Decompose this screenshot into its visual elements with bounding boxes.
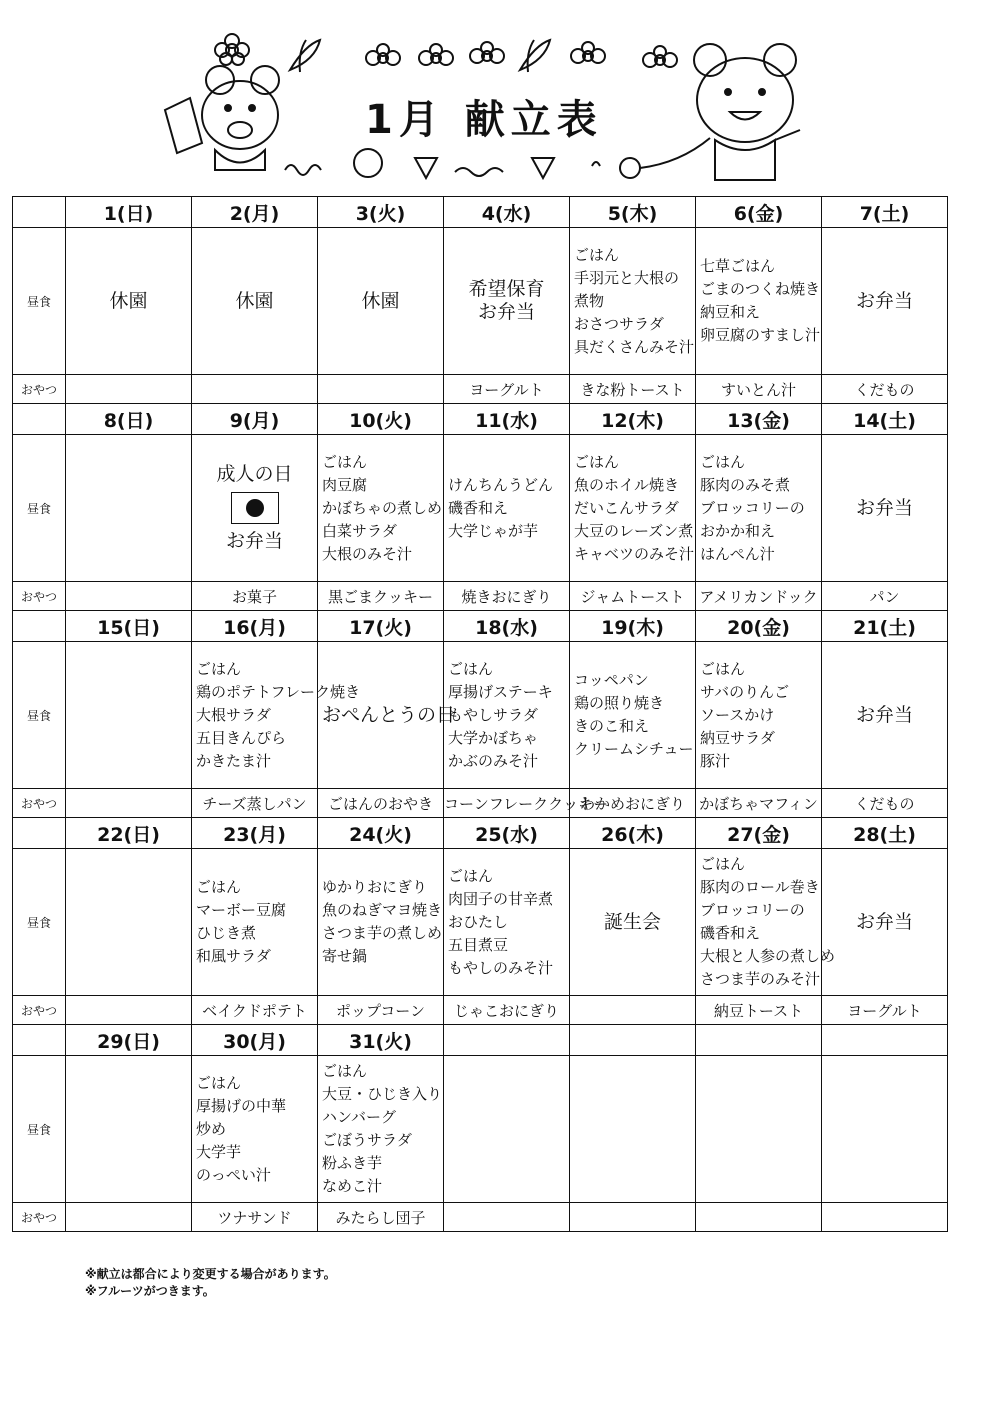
menu-item: 成人の日	[216, 463, 293, 485]
lunch-row	[13, 849, 948, 996]
lunch-cell	[444, 228, 570, 375]
menu-item: 誕生会	[603, 910, 661, 933]
snack-cell: コーンフレーククッキー	[444, 789, 570, 818]
lunch-cell	[444, 435, 570, 582]
flower-icon	[419, 44, 453, 65]
menu-item: 魚のねぎマヨ焼き	[322, 901, 443, 919]
menu-item: マーボー豆腐	[196, 901, 287, 919]
menu-item: お弁当	[855, 496, 913, 519]
snack-cell: 焼きおにぎり	[444, 582, 570, 611]
notes	[85, 1266, 336, 1300]
date-row	[13, 611, 948, 642]
lunch-cell	[192, 849, 318, 996]
menu-item: ハンバーグ	[322, 1108, 396, 1126]
date-cell: 31(火)	[318, 1025, 444, 1056]
menu-item: 磯香和え	[448, 498, 509, 517]
snack-cell: ポップコーン	[318, 996, 444, 1025]
snack-cell: 黒ごまクッキー	[318, 582, 444, 611]
ball-icon	[620, 158, 640, 178]
date-cell: 10(火)	[318, 404, 444, 435]
snack-label: おやつ	[13, 582, 66, 611]
menu-item: お弁当	[855, 289, 913, 312]
menu-item: 大豆・ひじき入り	[322, 1085, 443, 1103]
lunch-cell	[66, 849, 192, 996]
lunch-cell	[696, 228, 822, 375]
menu-item: 粉ふき芋	[322, 1154, 383, 1172]
menu-item: ブロッコリーの	[700, 498, 805, 517]
date-cell: 17(火)	[318, 611, 444, 642]
menu-item: ごはん	[700, 659, 746, 678]
menu-item: 大学じゃが芋	[448, 521, 539, 540]
menu-item: お弁当	[225, 530, 283, 552]
snack-cell: 納豆トースト	[696, 996, 822, 1025]
menu-item: 納豆サラダ	[700, 728, 775, 747]
top-icon	[415, 158, 437, 178]
snack-cell: ジャムトースト	[570, 582, 696, 611]
lunch-cell	[66, 642, 192, 789]
snack-cell: かぼちゃマフィン	[696, 789, 822, 818]
lunch-row	[13, 1056, 948, 1203]
lunch-cell	[822, 435, 948, 582]
snack-cell: アメリカンドック	[696, 582, 822, 611]
snack-cell: お菓子	[192, 582, 318, 611]
snack-cell	[66, 789, 192, 818]
menu-item: 大根サラダ	[196, 705, 271, 724]
menu-item: ごはん	[574, 452, 620, 471]
swirl-icon	[285, 165, 321, 175]
lunch-cell	[318, 642, 456, 789]
menu-item: 鶏の照り焼き	[574, 694, 665, 712]
menu-item: ごはん	[448, 866, 494, 885]
lunch-cell	[318, 435, 444, 582]
date-cell: 9(月)	[192, 404, 318, 435]
snack-row	[13, 582, 948, 611]
menu-item: 休園	[109, 289, 148, 312]
lunch-cell	[570, 849, 696, 996]
header	[0, 0, 1000, 205]
menu-item: 納豆和え	[700, 303, 761, 321]
date-row-label	[13, 818, 66, 849]
flower-icon	[366, 44, 400, 65]
lunch-cell	[318, 1056, 444, 1203]
date-row	[13, 404, 948, 435]
date-cell: 16(月)	[192, 611, 318, 642]
lunch-cell	[822, 849, 948, 996]
menu-item: お弁当	[477, 301, 535, 323]
lunch-cell	[66, 228, 192, 375]
snack-label: おやつ	[13, 375, 66, 404]
lunch-cell	[696, 642, 822, 789]
snack-cell	[192, 375, 318, 404]
menu-item: ごはん	[700, 855, 746, 873]
date-row	[13, 1025, 948, 1056]
lunch-row	[13, 435, 948, 582]
menu-item: 大豆のレーズン煮	[574, 521, 694, 540]
snack-cell: ごはんのおやき	[318, 789, 444, 818]
date-cell: 14(土)	[822, 404, 948, 435]
date-cell: 19(木)	[570, 611, 696, 642]
date-row-label	[13, 404, 66, 435]
menu-item: おかか和え	[700, 521, 776, 540]
menu-table	[12, 196, 948, 1232]
date-row-label	[13, 1025, 66, 1056]
menu-item: ごはん	[196, 878, 242, 896]
menu-item: ごはん	[448, 659, 494, 678]
lunch-row	[13, 228, 948, 375]
page-title: 1月 献立表	[365, 97, 603, 143]
menu-item: ごはん	[574, 245, 620, 264]
date-cell: 15(日)	[66, 611, 192, 642]
menu-item: 五目きんぴら	[196, 728, 287, 747]
bird-icon	[354, 149, 382, 177]
menu-item: ごはん	[322, 452, 368, 471]
lunch-cell	[318, 849, 444, 996]
lunch-label: 昼食	[13, 642, 66, 789]
menu-item: 煮物	[574, 291, 605, 310]
date-cell: 3(火)	[318, 197, 444, 228]
snack-row	[13, 375, 948, 404]
snack-cell: くだもの	[822, 789, 948, 818]
menu-item: きのこ和え	[574, 717, 650, 735]
snack-cell	[66, 996, 192, 1025]
snack-label: おやつ	[13, 1203, 66, 1232]
top-icon	[532, 158, 554, 178]
menu-item: 卵豆腐のすまし汁	[700, 326, 821, 344]
date-cell: 20(金)	[696, 611, 822, 642]
menu-item: おひたし	[448, 912, 509, 931]
date-cell	[570, 1025, 696, 1056]
menu-item: はんぺん汁	[700, 544, 775, 563]
date-cell	[444, 1025, 570, 1056]
snack-cell: ベイクドポテト	[192, 996, 318, 1025]
menu-item: 厚揚げの中華	[196, 1096, 287, 1115]
menu-item: 希望保育	[468, 278, 545, 300]
snack-cell: じゃこおにぎり	[444, 996, 570, 1025]
menu-item: ごまのつくね焼き	[700, 280, 821, 298]
menu-item: おさつサラダ	[574, 314, 664, 333]
menu-item: 磯香和え	[700, 924, 761, 942]
snack-cell	[696, 1203, 822, 1232]
flower-icon	[215, 34, 249, 65]
menu-item: 休園	[361, 289, 400, 312]
menu-item: ごはん	[322, 1062, 368, 1080]
date-row-label	[13, 197, 66, 228]
menu-item: ごぼうサラダ	[322, 1131, 412, 1149]
date-cell: 30(月)	[192, 1025, 318, 1056]
menu-item: かぼちゃの煮しめ	[322, 498, 443, 517]
lunch-cell	[192, 435, 318, 582]
menu-item: ごはん	[700, 452, 746, 471]
snack-cell: ヨーグルト	[822, 996, 948, 1025]
lunch-cell	[696, 849, 836, 996]
lunch-cell	[192, 1056, 318, 1203]
flower-icon	[571, 42, 605, 63]
date-cell: 23(月)	[192, 818, 318, 849]
menu-item: 大学かぼちゃ	[448, 728, 539, 747]
date-cell: 6(金)	[696, 197, 822, 228]
snack-cell	[822, 1203, 948, 1232]
menu-item: サバのりんご	[700, 682, 790, 701]
date-cell: 28(土)	[822, 818, 948, 849]
snack-cell	[66, 1203, 192, 1232]
snack-cell	[66, 375, 192, 404]
lunch-cell	[66, 1056, 192, 1203]
lunch-cell	[570, 435, 696, 582]
menu-item: ゆかりおにぎり	[322, 878, 428, 896]
lunch-label: 昼食	[13, 849, 66, 996]
menu-item: なめこ汁	[322, 1177, 383, 1195]
lunch-cell	[570, 1056, 696, 1203]
menu-item: 豚肉のロール巻き	[700, 878, 820, 896]
menu-item: かぶのみそ汁	[448, 751, 539, 770]
menu-item: お弁当	[855, 910, 913, 933]
flower-icon	[470, 42, 504, 63]
lunch-cell	[696, 435, 822, 582]
menu-item: さつま芋のみそ汁	[700, 970, 821, 988]
lunch-label: 昼食	[13, 1056, 66, 1203]
date-cell: 13(金)	[696, 404, 822, 435]
date-cell: 29(日)	[66, 1025, 192, 1056]
snack-row	[13, 996, 948, 1025]
lunch-cell	[444, 642, 570, 789]
menu-item: 寄せ鍋	[322, 947, 368, 965]
lunch-cell	[822, 228, 948, 375]
flower-icon	[643, 46, 677, 67]
date-cell: 7(土)	[822, 197, 948, 228]
swirl-icon	[455, 168, 503, 176]
snack-cell	[570, 996, 696, 1025]
menu-item: お弁当	[855, 703, 913, 726]
menu-item: 大学芋	[196, 1142, 242, 1161]
menu-item: キャベツのみそ汁	[574, 544, 695, 563]
menu-item: ソースかけ	[700, 705, 775, 724]
menu-item: 手羽元と大根の	[574, 268, 680, 287]
date-cell: 12(木)	[570, 404, 696, 435]
snack-row	[13, 789, 948, 818]
date-row-label	[13, 611, 66, 642]
lunch-cell	[570, 642, 696, 789]
menu-item: 魚のホイル焼き	[574, 475, 680, 494]
menu-item: さつま芋の煮しめ	[322, 924, 443, 942]
snack-cell: ツナサンド	[192, 1203, 318, 1232]
menu-item: けんちんうどん	[448, 475, 554, 494]
date-row	[13, 197, 948, 228]
date-cell: 21(土)	[822, 611, 948, 642]
date-cell: 8(日)	[66, 404, 192, 435]
date-cell: 1(日)	[66, 197, 192, 228]
lunch-label: 昼食	[13, 228, 66, 375]
snack-cell: すいとん汁	[696, 375, 822, 404]
menu-item: 豚肉のみそ煮	[700, 475, 791, 494]
menu-item: 和風サラダ	[196, 947, 271, 965]
menu-item: 肉豆腐	[322, 475, 368, 494]
menu-item: かきたま汁	[196, 751, 272, 770]
menu-item: 大根のみそ汁	[322, 544, 413, 563]
note-line: ※献立は都合により変更する場合があります。	[85, 1267, 336, 1281]
bear-right-icon	[694, 44, 800, 180]
menu-item: もやしサラダ	[448, 705, 538, 724]
leaf-icon	[290, 40, 320, 72]
bear-left-icon	[165, 66, 279, 170]
snack-cell: わかめおにぎり	[570, 789, 696, 818]
menu-item: のっぺい汁	[196, 1165, 271, 1184]
date-cell: 18(水)	[444, 611, 570, 642]
snack-cell	[444, 1203, 570, 1232]
snack-cell: ヨーグルト	[444, 375, 570, 404]
menu-item: ひじき煮	[196, 924, 257, 942]
snack-row	[13, 1203, 948, 1232]
date-cell: 27(金)	[696, 818, 822, 849]
date-cell	[696, 1025, 822, 1056]
menu-item: もやしのみそ汁	[448, 958, 554, 977]
lunch-cell	[822, 642, 948, 789]
lunch-cell	[318, 228, 444, 375]
date-cell: 25(水)	[444, 818, 570, 849]
lunch-cell	[444, 849, 570, 996]
lunch-cell	[696, 1056, 822, 1203]
lunch-row	[13, 642, 948, 789]
lunch-cell	[66, 435, 192, 582]
snack-label: おやつ	[13, 996, 66, 1025]
menu-item: 具だくさんみそ汁	[574, 337, 695, 356]
snack-cell: きな粉トースト	[570, 375, 696, 404]
menu-item: 七草ごはん	[700, 257, 776, 275]
date-cell: 26(木)	[570, 818, 696, 849]
snack-cell: みたらし団子	[318, 1203, 444, 1232]
menu-item: だいこんサラダ	[574, 498, 679, 517]
menu-item: 白菜サラダ	[322, 521, 397, 540]
lunch-cell	[444, 1056, 570, 1203]
snack-label: おやつ	[13, 789, 66, 818]
menu-item: ブロッコリーの	[700, 901, 805, 919]
lunch-cell	[192, 642, 360, 789]
snack-cell	[318, 375, 444, 404]
menu-item: 厚揚げステーキ	[448, 682, 553, 701]
japan-flag-icon	[231, 492, 279, 524]
snack-cell	[66, 582, 192, 611]
snack-cell: チーズ蒸しパン	[192, 789, 318, 818]
lunch-label: 昼食	[13, 435, 66, 582]
menu-item: ごはん	[196, 659, 242, 678]
menu-item: 炒め	[196, 1119, 227, 1138]
snack-cell: くだもの	[822, 375, 948, 404]
swirl-icon	[592, 162, 600, 166]
date-cell	[822, 1025, 948, 1056]
menu-item: クリームシチュー	[574, 740, 694, 758]
lunch-cell	[192, 228, 318, 375]
date-cell: 4(水)	[444, 197, 570, 228]
date-row	[13, 818, 948, 849]
menu-item: 五目煮豆	[448, 935, 509, 954]
snack-cell: パン	[822, 582, 948, 611]
menu-item: 鶏のポテトフレーク焼き	[196, 682, 360, 701]
date-cell: 11(水)	[444, 404, 570, 435]
menu-item: おぺんとうの日	[322, 703, 456, 726]
lunch-cell	[570, 228, 696, 375]
lunch-cell	[822, 1056, 948, 1203]
menu-item: 大根と人参の煮しめ	[700, 947, 836, 965]
date-cell: 2(月)	[192, 197, 318, 228]
menu-item: 肉団子の甘辛煮	[448, 889, 554, 908]
note-line: ※フルーツがつきます。	[85, 1284, 215, 1298]
leaf-icon	[520, 40, 550, 72]
date-cell: 22(日)	[66, 818, 192, 849]
menu-item: コッペパン	[574, 671, 649, 689]
date-cell: 24(火)	[318, 818, 444, 849]
snack-cell	[570, 1203, 696, 1232]
menu-item: ごはん	[196, 1073, 242, 1092]
menu-item: 休園	[235, 289, 274, 312]
date-cell: 5(木)	[570, 197, 696, 228]
menu-item: 豚汁	[700, 751, 731, 770]
